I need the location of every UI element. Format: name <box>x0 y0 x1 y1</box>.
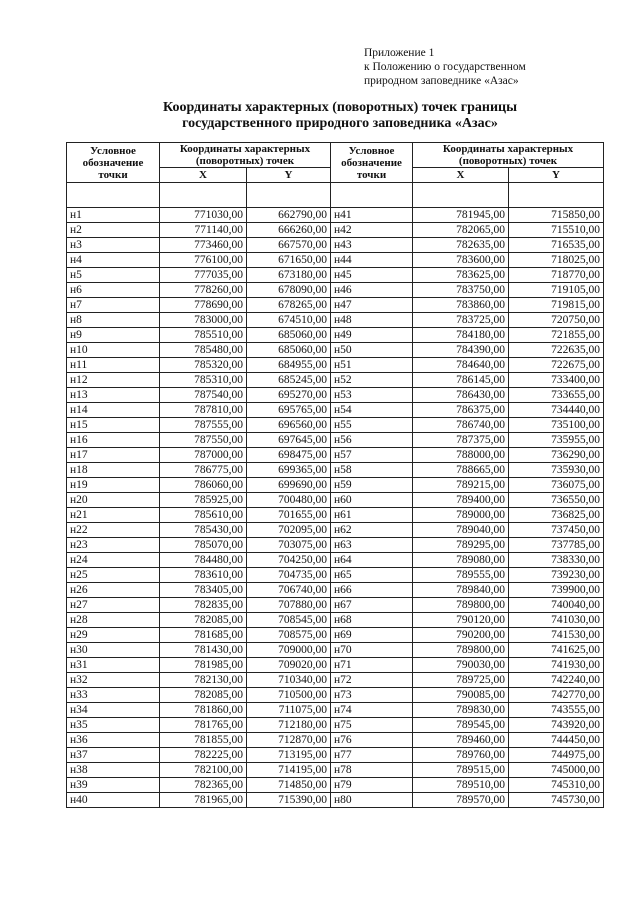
y-coordinate: 740040,00 <box>509 598 604 613</box>
x-coordinate: 783610,00 <box>160 568 247 583</box>
y-coordinate: 722675,00 <box>509 358 604 373</box>
point-id: н41 <box>331 208 413 223</box>
point-id: н43 <box>331 238 413 253</box>
y-coordinate: 741530,00 <box>509 628 604 643</box>
table-row <box>67 718 604 733</box>
x-coordinate: 782100,00 <box>160 763 247 778</box>
point-id: н37 <box>67 748 160 763</box>
point-id: н8 <box>67 313 160 328</box>
x-coordinate: 786145,00 <box>413 373 509 388</box>
y-coordinate: 739230,00 <box>509 568 604 583</box>
point-id: н21 <box>67 508 160 523</box>
y-coordinate: 685060,00 <box>247 328 331 343</box>
point-id: н59 <box>331 478 413 493</box>
y-coordinate: 696560,00 <box>247 418 331 433</box>
y-coordinate: 671650,00 <box>247 253 331 268</box>
coordinates-table <box>66 142 604 808</box>
table-row <box>67 433 604 448</box>
x-coordinate: 785925,00 <box>160 493 247 508</box>
table-row <box>67 613 604 628</box>
table-row <box>67 418 604 433</box>
point-id: н1 <box>67 208 160 223</box>
x-coordinate: 782835,00 <box>160 598 247 613</box>
table-row <box>67 538 604 553</box>
point-id: н20 <box>67 493 160 508</box>
y-coordinate: 684955,00 <box>247 358 331 373</box>
y-coordinate: 666260,00 <box>247 223 331 238</box>
y-coordinate: 708545,00 <box>247 613 331 628</box>
y-coordinate: 713195,00 <box>247 748 331 763</box>
table-row <box>67 373 604 388</box>
x-coordinate: 783625,00 <box>413 268 509 283</box>
y-coordinate: 743555,00 <box>509 703 604 718</box>
point-id: н28 <box>67 613 160 628</box>
point-id: н80 <box>331 793 413 808</box>
x-coordinate: 789555,00 <box>413 568 509 583</box>
point-id: н60 <box>331 493 413 508</box>
header-y: Y <box>509 168 604 183</box>
point-id: н33 <box>67 688 160 703</box>
point-id: н63 <box>331 538 413 553</box>
y-coordinate: 715390,00 <box>247 793 331 808</box>
point-id: н4 <box>67 253 160 268</box>
table-row <box>67 598 604 613</box>
point-id: н79 <box>331 778 413 793</box>
y-coordinate: 710340,00 <box>247 673 331 688</box>
table-row <box>67 778 604 793</box>
x-coordinate: 783405,00 <box>160 583 247 598</box>
appendix-note <box>364 46 526 88</box>
x-coordinate: 783725,00 <box>413 313 509 328</box>
table-row <box>67 658 604 673</box>
x-coordinate: 785070,00 <box>160 538 247 553</box>
y-coordinate: 734440,00 <box>509 403 604 418</box>
y-coordinate: 741625,00 <box>509 643 604 658</box>
table-row <box>67 673 604 688</box>
y-coordinate: 703075,00 <box>247 538 331 553</box>
y-coordinate: 742770,00 <box>509 688 604 703</box>
table-row <box>67 283 604 298</box>
point-id: н55 <box>331 418 413 433</box>
y-coordinate: 733400,00 <box>509 373 604 388</box>
x-coordinate: 785510,00 <box>160 328 247 343</box>
y-coordinate: 712180,00 <box>247 718 331 733</box>
y-coordinate: 714195,00 <box>247 763 331 778</box>
y-coordinate: 685245,00 <box>247 373 331 388</box>
x-coordinate: 784180,00 <box>413 328 509 343</box>
x-coordinate: 787555,00 <box>160 418 247 433</box>
y-coordinate: 709020,00 <box>247 658 331 673</box>
y-coordinate: 699690,00 <box>247 478 331 493</box>
x-coordinate: 789800,00 <box>413 598 509 613</box>
y-coordinate: 695765,00 <box>247 403 331 418</box>
point-id: н7 <box>67 298 160 313</box>
y-coordinate: 745310,00 <box>509 778 604 793</box>
y-coordinate: 745000,00 <box>509 763 604 778</box>
point-id: н17 <box>67 448 160 463</box>
y-coordinate: 736825,00 <box>509 508 604 523</box>
point-id: н56 <box>331 433 413 448</box>
point-id: н50 <box>331 343 413 358</box>
y-coordinate: 716535,00 <box>509 238 604 253</box>
point-id: н58 <box>331 463 413 478</box>
point-id: н15 <box>67 418 160 433</box>
appendix-line: природном заповеднике «Азас» <box>364 75 519 87</box>
y-coordinate: 706740,00 <box>247 583 331 598</box>
x-coordinate: 786775,00 <box>160 463 247 478</box>
point-id: н26 <box>67 583 160 598</box>
y-coordinate: 697645,00 <box>247 433 331 448</box>
x-coordinate: 781860,00 <box>160 703 247 718</box>
y-coordinate: 704250,00 <box>247 553 331 568</box>
point-id: н44 <box>331 253 413 268</box>
x-coordinate: 778690,00 <box>160 298 247 313</box>
y-coordinate: 673180,00 <box>247 268 331 283</box>
x-coordinate: 789080,00 <box>413 553 509 568</box>
y-coordinate: 712870,00 <box>247 733 331 748</box>
point-id: н18 <box>67 463 160 478</box>
x-coordinate: 783000,00 <box>160 313 247 328</box>
point-id: н23 <box>67 538 160 553</box>
x-coordinate: 789510,00 <box>413 778 509 793</box>
point-id: н12 <box>67 373 160 388</box>
title-line: государственного природного заповедника «Азас» <box>182 116 498 131</box>
point-id: н76 <box>331 733 413 748</box>
x-coordinate: 782085,00 <box>160 613 247 628</box>
y-coordinate: 718770,00 <box>509 268 604 283</box>
title-line: Координаты характерных (поворотных) точек границы <box>162 100 518 115</box>
point-id: н73 <box>331 688 413 703</box>
x-coordinate: 789570,00 <box>413 793 509 808</box>
y-coordinate: 674510,00 <box>247 313 331 328</box>
table-row <box>67 463 604 478</box>
x-coordinate: 789760,00 <box>413 748 509 763</box>
appendix-line: Приложение 1 <box>364 47 435 59</box>
y-coordinate: 736290,00 <box>509 448 604 463</box>
point-id: н42 <box>331 223 413 238</box>
table-row <box>67 223 604 238</box>
y-coordinate: 678265,00 <box>247 298 331 313</box>
x-coordinate: 787810,00 <box>160 403 247 418</box>
x-coordinate: 787550,00 <box>160 433 247 448</box>
y-coordinate: 667570,00 <box>247 238 331 253</box>
y-coordinate: 721855,00 <box>509 328 604 343</box>
point-id: н14 <box>67 403 160 418</box>
point-id: н52 <box>331 373 413 388</box>
point-id: н51 <box>331 358 413 373</box>
y-coordinate: 709000,00 <box>247 643 331 658</box>
point-id: н11 <box>67 358 160 373</box>
point-id: н61 <box>331 508 413 523</box>
x-coordinate: 788665,00 <box>413 463 509 478</box>
x-coordinate: 781985,00 <box>160 658 247 673</box>
y-coordinate: 722635,00 <box>509 343 604 358</box>
y-coordinate: 720750,00 <box>509 313 604 328</box>
table-row <box>67 313 604 328</box>
x-coordinate: 788000,00 <box>413 448 509 463</box>
y-coordinate: 714850,00 <box>247 778 331 793</box>
point-id: н46 <box>331 283 413 298</box>
y-coordinate: 718025,00 <box>509 253 604 268</box>
point-id: н62 <box>331 523 413 538</box>
y-coordinate: 744450,00 <box>509 733 604 748</box>
x-coordinate: 776100,00 <box>160 253 247 268</box>
point-id: н53 <box>331 388 413 403</box>
header-coords-label: Координаты характерных (поворотных) точек <box>413 143 604 168</box>
appendix-line: к Положению о государственном <box>364 61 526 73</box>
table-row <box>67 298 604 313</box>
x-coordinate: 778260,00 <box>160 283 247 298</box>
y-coordinate: 711075,00 <box>247 703 331 718</box>
x-coordinate: 786430,00 <box>413 388 509 403</box>
point-id: н49 <box>331 328 413 343</box>
x-coordinate: 790200,00 <box>413 628 509 643</box>
document-title <box>70 100 610 132</box>
x-coordinate: 789830,00 <box>413 703 509 718</box>
point-id: н38 <box>67 763 160 778</box>
point-id: н30 <box>67 643 160 658</box>
table-row <box>67 253 604 268</box>
x-coordinate: 790030,00 <box>413 658 509 673</box>
table-row <box>67 688 604 703</box>
table-row <box>67 448 604 463</box>
x-coordinate: 781430,00 <box>160 643 247 658</box>
point-id: н78 <box>331 763 413 778</box>
x-coordinate: 784390,00 <box>413 343 509 358</box>
point-id: н47 <box>331 298 413 313</box>
x-coordinate: 782065,00 <box>413 223 509 238</box>
y-coordinate: 699365,00 <box>247 463 331 478</box>
point-id: н75 <box>331 718 413 733</box>
x-coordinate: 782085,00 <box>160 688 247 703</box>
x-coordinate: 783600,00 <box>413 253 509 268</box>
y-coordinate: 739900,00 <box>509 583 604 598</box>
x-coordinate: 785320,00 <box>160 358 247 373</box>
table-row <box>67 703 604 718</box>
point-id: н2 <box>67 223 160 238</box>
header-point-label: Условное обозначение точки <box>331 143 413 183</box>
point-id: н36 <box>67 733 160 748</box>
table-row <box>67 388 604 403</box>
y-coordinate: 737450,00 <box>509 523 604 538</box>
point-id: н35 <box>67 718 160 733</box>
x-coordinate: 789295,00 <box>413 538 509 553</box>
y-coordinate: 733655,00 <box>509 388 604 403</box>
y-coordinate: 702095,00 <box>247 523 331 538</box>
y-coordinate: 710500,00 <box>247 688 331 703</box>
y-coordinate: 745730,00 <box>509 793 604 808</box>
y-coordinate: 707880,00 <box>247 598 331 613</box>
x-coordinate: 790085,00 <box>413 688 509 703</box>
point-id: н6 <box>67 283 160 298</box>
point-id: н34 <box>67 703 160 718</box>
point-id: н54 <box>331 403 413 418</box>
point-id: н24 <box>67 553 160 568</box>
point-id: н9 <box>67 328 160 343</box>
x-coordinate: 787540,00 <box>160 388 247 403</box>
x-coordinate: 789040,00 <box>413 523 509 538</box>
point-id: н27 <box>67 598 160 613</box>
table-row <box>67 238 604 253</box>
x-coordinate: 782635,00 <box>413 238 509 253</box>
y-coordinate: 735955,00 <box>509 433 604 448</box>
y-coordinate: 737785,00 <box>509 538 604 553</box>
y-coordinate: 701655,00 <box>247 508 331 523</box>
x-coordinate: 781765,00 <box>160 718 247 733</box>
table-row <box>67 208 604 223</box>
point-id: н29 <box>67 628 160 643</box>
x-coordinate: 781855,00 <box>160 733 247 748</box>
table-row <box>67 358 604 373</box>
x-coordinate: 771030,00 <box>160 208 247 223</box>
table-row <box>67 793 604 808</box>
x-coordinate: 777035,00 <box>160 268 247 283</box>
x-coordinate: 789515,00 <box>413 763 509 778</box>
header-point-label: Условное обозначение точки <box>67 143 160 183</box>
x-coordinate: 785310,00 <box>160 373 247 388</box>
table-row <box>67 568 604 583</box>
x-coordinate: 789725,00 <box>413 673 509 688</box>
y-coordinate: 743920,00 <box>509 718 604 733</box>
table-row <box>67 733 604 748</box>
x-coordinate: 782130,00 <box>160 673 247 688</box>
point-id: н77 <box>331 748 413 763</box>
point-id: н40 <box>67 793 160 808</box>
y-coordinate: 736075,00 <box>509 478 604 493</box>
y-coordinate: 738330,00 <box>509 553 604 568</box>
y-coordinate: 695270,00 <box>247 388 331 403</box>
x-coordinate: 781685,00 <box>160 628 247 643</box>
x-coordinate: 789460,00 <box>413 733 509 748</box>
x-coordinate: 781945,00 <box>413 208 509 223</box>
y-coordinate: 678090,00 <box>247 283 331 298</box>
point-id: н39 <box>67 778 160 793</box>
y-coordinate: 736550,00 <box>509 493 604 508</box>
x-coordinate: 789215,00 <box>413 478 509 493</box>
point-id: н19 <box>67 478 160 493</box>
point-id: н70 <box>331 643 413 658</box>
table-row <box>67 553 604 568</box>
x-coordinate: 784640,00 <box>413 358 509 373</box>
x-coordinate: 785480,00 <box>160 343 247 358</box>
y-coordinate: 744975,00 <box>509 748 604 763</box>
x-coordinate: 781965,00 <box>160 793 247 808</box>
x-coordinate: 783750,00 <box>413 283 509 298</box>
point-id: н10 <box>67 343 160 358</box>
table-row <box>67 508 604 523</box>
x-coordinate: 787000,00 <box>160 448 247 463</box>
x-coordinate: 789000,00 <box>413 508 509 523</box>
x-coordinate: 785430,00 <box>160 523 247 538</box>
point-id: н48 <box>331 313 413 328</box>
x-coordinate: 784480,00 <box>160 553 247 568</box>
spacer-row <box>67 183 604 208</box>
y-coordinate: 735100,00 <box>509 418 604 433</box>
y-coordinate: 742240,00 <box>509 673 604 688</box>
header-y: Y <box>247 168 331 183</box>
point-id: н32 <box>67 673 160 688</box>
header-x: X <box>413 168 509 183</box>
y-coordinate: 704735,00 <box>247 568 331 583</box>
point-id: н64 <box>331 553 413 568</box>
x-coordinate: 789545,00 <box>413 718 509 733</box>
table-row <box>67 583 604 598</box>
y-coordinate: 715510,00 <box>509 223 604 238</box>
y-coordinate: 719105,00 <box>509 283 604 298</box>
table-row <box>67 748 604 763</box>
y-coordinate: 715850,00 <box>509 208 604 223</box>
x-coordinate: 789800,00 <box>413 643 509 658</box>
x-coordinate: 786060,00 <box>160 478 247 493</box>
point-id: н67 <box>331 598 413 613</box>
y-coordinate: 698475,00 <box>247 448 331 463</box>
x-coordinate: 773460,00 <box>160 238 247 253</box>
y-coordinate: 685060,00 <box>247 343 331 358</box>
x-coordinate: 789400,00 <box>413 493 509 508</box>
x-coordinate: 790120,00 <box>413 613 509 628</box>
point-id: н68 <box>331 613 413 628</box>
point-id: н31 <box>67 658 160 673</box>
point-id: н16 <box>67 433 160 448</box>
point-id: н69 <box>331 628 413 643</box>
y-coordinate: 700480,00 <box>247 493 331 508</box>
point-id: н66 <box>331 583 413 598</box>
y-coordinate: 662790,00 <box>247 208 331 223</box>
x-coordinate: 787375,00 <box>413 433 509 448</box>
point-id: н71 <box>331 658 413 673</box>
point-id: н72 <box>331 673 413 688</box>
point-id: н65 <box>331 568 413 583</box>
y-coordinate: 708575,00 <box>247 628 331 643</box>
table-row <box>67 343 604 358</box>
x-coordinate: 785610,00 <box>160 508 247 523</box>
header-x: X <box>160 168 247 183</box>
table-row <box>67 493 604 508</box>
point-id: н13 <box>67 388 160 403</box>
point-id: н5 <box>67 268 160 283</box>
table-row <box>67 403 604 418</box>
header-coords-label: Координаты характерных (поворотных) точек <box>160 143 331 168</box>
x-coordinate: 782365,00 <box>160 778 247 793</box>
x-coordinate: 782225,00 <box>160 748 247 763</box>
point-id: н57 <box>331 448 413 463</box>
point-id: н3 <box>67 238 160 253</box>
x-coordinate: 786740,00 <box>413 418 509 433</box>
table-row <box>67 328 604 343</box>
table-row <box>67 268 604 283</box>
table-row <box>67 478 604 493</box>
point-id: н74 <box>331 703 413 718</box>
y-coordinate: 741030,00 <box>509 613 604 628</box>
x-coordinate: 771140,00 <box>160 223 247 238</box>
point-id: н22 <box>67 523 160 538</box>
table-row <box>67 523 604 538</box>
y-coordinate: 719815,00 <box>509 298 604 313</box>
table-row <box>67 643 604 658</box>
table-row <box>67 628 604 643</box>
table-row <box>67 763 604 778</box>
x-coordinate: 783860,00 <box>413 298 509 313</box>
point-id: н45 <box>331 268 413 283</box>
y-coordinate: 741930,00 <box>509 658 604 673</box>
point-id: н25 <box>67 568 160 583</box>
x-coordinate: 789840,00 <box>413 583 509 598</box>
x-coordinate: 786375,00 <box>413 403 509 418</box>
y-coordinate: 735930,00 <box>509 463 604 478</box>
